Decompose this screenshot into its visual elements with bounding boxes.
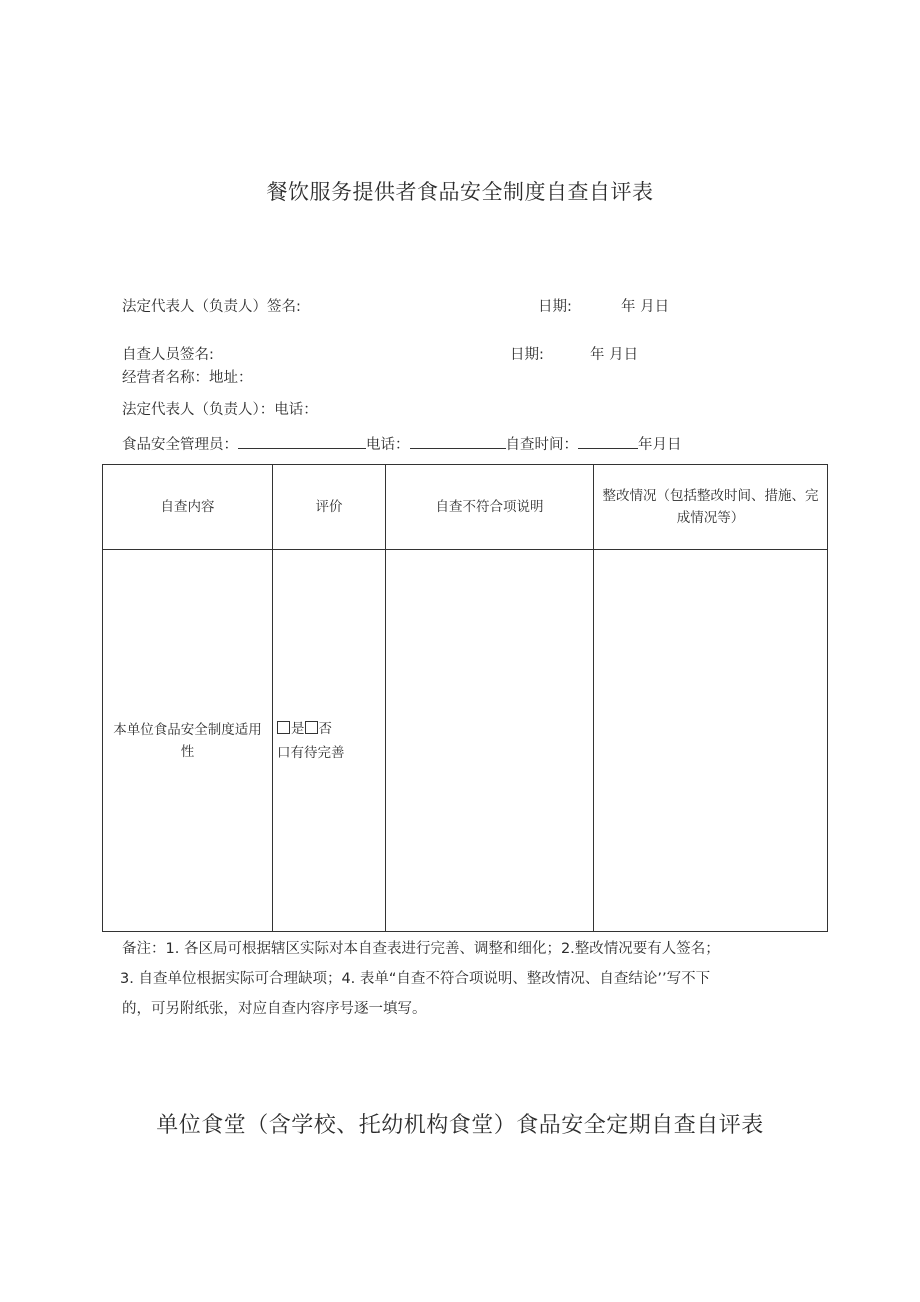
notes-line-1: 备注：1. 各区局可根据辖区实际对本自查表进行完善、调整和细化；2.整改情况要有人签名；	[122, 941, 720, 957]
option-yes-label: 是	[291, 720, 305, 737]
self-inspection-table	[102, 464, 828, 932]
notes-line-2: 3. 自查单位根据实际可合理缺项；4. 表单“自查不符合项说明、整改情况、自查结论’’写不下	[120, 971, 711, 987]
date-blank-2: 年 月日	[590, 347, 639, 363]
header-nonconformity: 自查不符合项说明	[386, 465, 594, 550]
option-no-label: 否	[318, 720, 332, 737]
table-header-row	[103, 465, 828, 550]
safety-manager-blank[interactable]	[238, 434, 366, 449]
option-pending-label[interactable]: 口有待完善	[277, 744, 345, 761]
inspector-sign-label: 自查人员签名:	[122, 347, 214, 363]
date-label-1: 日期:	[538, 299, 572, 315]
checkbox-no[interactable]	[305, 721, 318, 734]
row-content: 本单位食品安全制度适用性	[103, 550, 273, 932]
notes	[122, 934, 822, 1024]
date-blank-1: 年 月日	[621, 299, 670, 315]
form-title: 餐饮服务提供者食品安全制度自查自评表	[266, 180, 654, 204]
date-label-2: 日期:	[510, 347, 544, 363]
row-evaluation	[273, 550, 386, 932]
header-evaluation: 评价	[273, 465, 386, 550]
operator-address-label: 经营者名称：地址：	[122, 370, 253, 386]
notes-line-3: 的，可另附纸张，对应自查内容序号逐一填写。	[122, 1001, 427, 1017]
legal-rep-sign-label: 法定代表人（负责人）签名:	[122, 299, 301, 315]
inspection-time-label: 自查时间：	[505, 437, 578, 453]
header-content: 自查内容	[103, 465, 273, 550]
evaluation-options	[277, 717, 381, 741]
inspection-time-blank[interactable]	[578, 434, 638, 449]
checkbox-yes[interactable]	[277, 721, 290, 734]
safety-manager-label: 食品安全管理员：	[122, 437, 238, 453]
header-rectification: 整改情况（包括整改时间、措施、完成情况等）	[594, 465, 828, 550]
row-rectification[interactable]	[594, 550, 828, 932]
table-row	[103, 550, 828, 932]
inspection-time-suffix: 年月日	[638, 437, 682, 453]
phone-label: 电话：	[366, 437, 410, 453]
second-form-title: 单位食堂（含学校、托幼机构食堂）食品安全定期自查自评表	[156, 1113, 764, 1138]
row-nonconformity[interactable]	[386, 550, 594, 932]
legal-rep-phone-label: 法定代表人（负责人）：电话：	[122, 402, 318, 418]
safety-manager-row	[122, 433, 682, 454]
phone-blank[interactable]	[410, 434, 506, 449]
